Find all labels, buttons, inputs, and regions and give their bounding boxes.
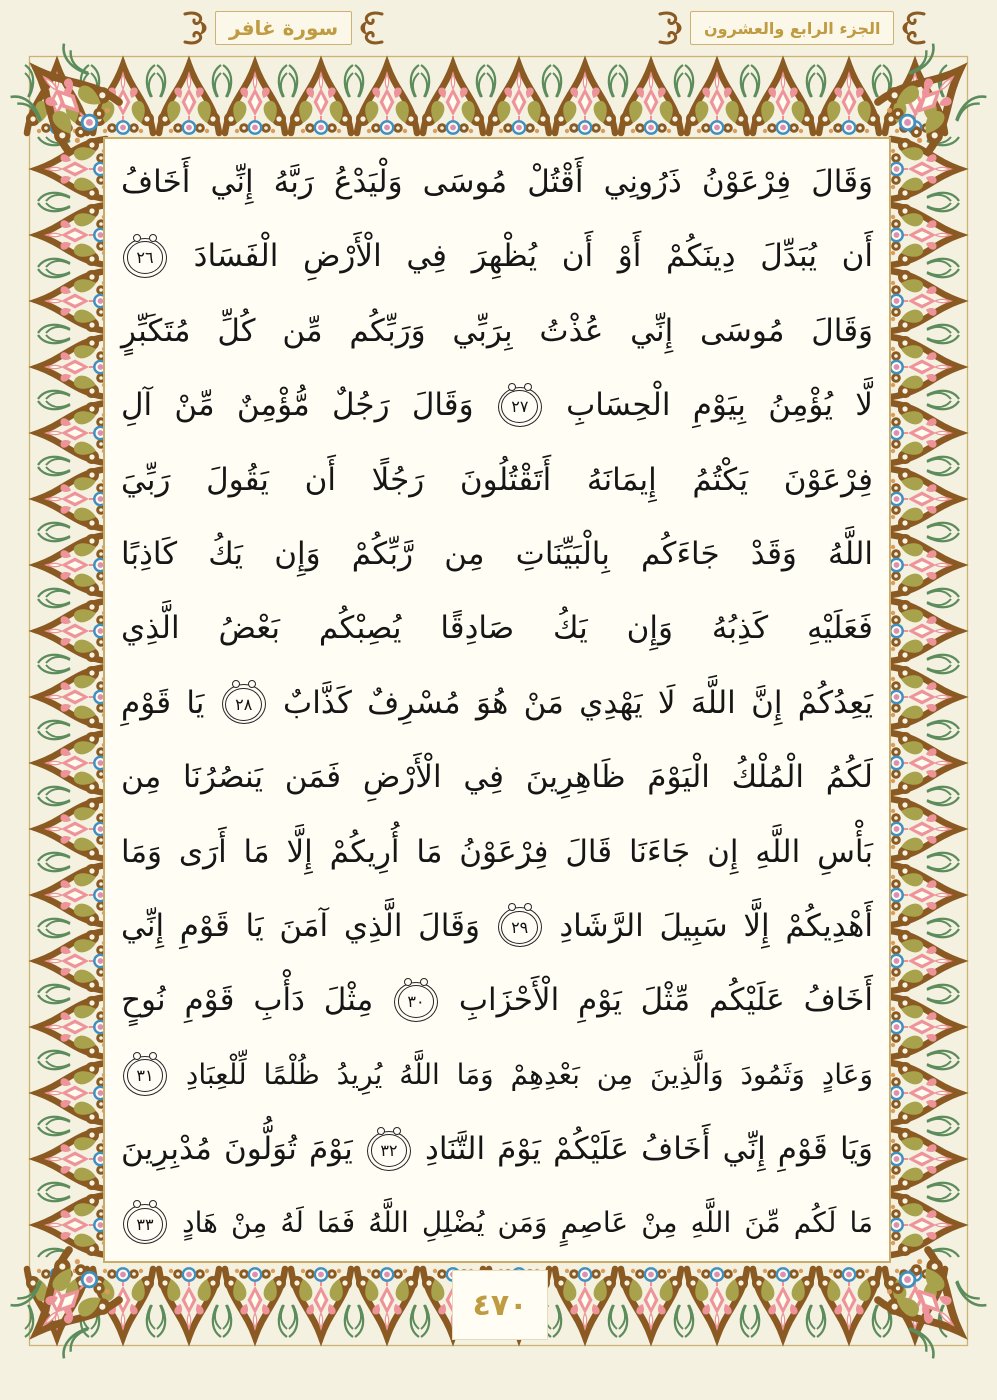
quran-line xyxy=(121,219,873,293)
verse-text: وَعَادٍ وَثَمُودَ وَالَّذِينَ مِن بَعْدِهِمْ وَمَا اللَّهُ يُرِيدُ ظُلْمًا لِّلْعِبَادِ xyxy=(185,1057,873,1091)
ayah-end-marker xyxy=(498,387,542,427)
quran-line xyxy=(121,145,873,219)
quran-line xyxy=(121,591,873,665)
surah-header xyxy=(183,9,384,47)
ayah-number: ٢٨ xyxy=(225,688,262,721)
ayah-end-marker xyxy=(123,1056,167,1096)
verse-text: لَكُمُ الْمُلْكُ الْيَوْمَ ظَاهِرِينَ فِي الْأَرْضِ فَمَن يَنصُرُنَا مِن xyxy=(121,759,873,796)
ayah-end-marker xyxy=(367,1131,411,1171)
ayah-number: ٣٢ xyxy=(371,1134,408,1167)
cartouche-bracket-icon xyxy=(898,9,926,47)
ayah-number: ٣٠ xyxy=(398,985,435,1018)
verse-text: أَهْدِيكُمْ إِلَّا سَبِيلَ الرَّشَادِ xyxy=(559,907,873,944)
verse-text: يَا قَوْمِ xyxy=(121,684,205,721)
verse-text: أَخَافُ عَلَيْكُم مِّثْلَ يَوْمِ الْأَحْزَابِ xyxy=(458,982,873,1019)
ayah-number: ٢٦ xyxy=(127,241,164,274)
page-number: ٤٧٠ xyxy=(452,1270,548,1340)
quran-line xyxy=(121,889,873,963)
verse-text: يَعِدُكُمْ إِنَّ اللَّهَ لَا يَهْدِي مَنْ هُوَ مُسْرِفٌ كَذَّابٌ xyxy=(283,684,874,721)
surah-title: سورة غافر xyxy=(215,11,352,45)
verse-text: وَيَا قَوْمِ إِنِّي أَخَافُ عَلَيْكُمْ يَوْمَ التَّنَادِ xyxy=(425,1131,873,1168)
quran-line xyxy=(121,1112,873,1186)
cartouche-bracket-icon xyxy=(183,9,211,47)
ayah-number: ٣١ xyxy=(127,1059,164,1092)
verse-text: وَقَالَ فِرْعَوْنُ ذَرُونِي أَقْتُلْ مُوسَى وَلْيَدْعُ رَبَّهُ إِنِّي أَخَافُ xyxy=(121,164,873,200)
quran-line xyxy=(121,443,873,517)
ayah-end-marker xyxy=(498,907,542,947)
verse-text: فَعَلَيْهِ كَذِبُهُ وَإِن يَكُ صَادِقًا يُصِبْكُم بَعْضُ الَّذِي xyxy=(121,610,873,647)
cartouche-bracket-icon xyxy=(658,9,686,47)
ayah-number: ٢٩ xyxy=(501,911,538,944)
verse-text: بَأْسِ اللَّهِ إِن جَاءَنَا قَالَ فِرْعَوْنُ مَا أُرِيكُمْ إِلَّا مَا أَرَى وَمَا xyxy=(121,833,873,870)
verse-text: وَقَالَ رَجُلٌ مُّؤْمِنٌ مِّنْ آلِ xyxy=(121,387,474,424)
verse-text: مَا لَكُم مِّنَ اللَّهِ مِنْ عَاصِمٍ وَمَن يُضْلِلِ اللَّهُ فَمَا لَهُ مِنْ هَادٍ xyxy=(182,1206,874,1240)
juz-title: الجزء الرابع والعشرون xyxy=(690,11,894,45)
verse-text: أَن يُبَدِّلَ دِينَكُمْ أَوْ أَن يُظْهِرَ فِي الْأَرْضِ الْفَسَادَ xyxy=(193,238,873,275)
ayah-number: ٢٧ xyxy=(501,390,538,423)
ayah-end-marker xyxy=(123,1204,167,1244)
quran-line xyxy=(121,1038,873,1112)
cartouche-bracket-icon xyxy=(356,9,384,47)
quran-text-panel xyxy=(103,137,891,1263)
quran-line xyxy=(121,517,873,591)
quran-line xyxy=(121,815,873,889)
quran-line xyxy=(121,294,873,368)
verse-text: لَّا يُؤْمِنُ بِيَوْمِ الْحِسَابِ xyxy=(566,387,873,424)
ayah-number: ٣٣ xyxy=(127,1208,164,1241)
ayah-end-marker xyxy=(394,982,438,1022)
quran-line xyxy=(121,1186,873,1260)
quran-line xyxy=(121,368,873,442)
verse-text: مِثْلَ دَأْبِ قَوْمِ نُوحٍ xyxy=(121,982,374,1019)
quran-lines xyxy=(121,145,873,1261)
juz-header xyxy=(658,9,926,47)
verse-text: اللَّهُ وَقَدْ جَاءَكُم بِالْبَيِّنَاتِ مِن رَّبِّكُمْ وَإِن يَكُ كَاذِبًا xyxy=(121,535,873,572)
verse-text: وَقَالَ مُوسَى إِنِّي عُذْتُ بِرَبِّي وَرَبِّكُم مِّن كُلِّ مُتَكَبِّرٍ xyxy=(121,312,873,349)
ayah-end-marker xyxy=(222,684,266,724)
verse-text: وَقَالَ الَّذِي آمَنَ يَا قَوْمِ إِنِّي xyxy=(121,907,480,944)
quran-line xyxy=(121,963,873,1037)
quran-line xyxy=(121,666,873,740)
verse-text: فِرْعَوْنَ يَكْتُمُ إِيمَانَهُ أَتَقْتُلُونَ رَجُلًا أَن يَقُولَ رَبِّيَ xyxy=(121,461,873,498)
ayah-end-marker xyxy=(123,238,167,278)
verse-text: يَوْمَ تُوَلُّونَ مُدْبِرِينَ xyxy=(121,1131,353,1168)
quran-line xyxy=(121,740,873,814)
